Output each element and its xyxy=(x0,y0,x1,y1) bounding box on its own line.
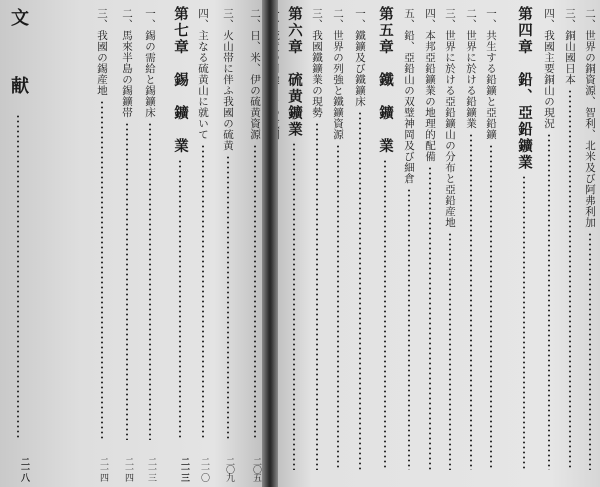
toc-entry-r8 xyxy=(422,0,438,487)
toc-entry-r9 xyxy=(401,0,417,487)
toc-entry-r3 xyxy=(541,0,557,487)
leader-dots xyxy=(408,188,410,470)
leader-dots xyxy=(101,100,103,440)
toc-bunken-l8 xyxy=(5,0,31,487)
leader-dots xyxy=(589,232,591,470)
page-number: 二一八 xyxy=(19,457,29,481)
page-number: 二一三 xyxy=(179,457,189,481)
page-number: 二一〇 xyxy=(199,457,209,481)
page-number: 二一四 xyxy=(123,457,133,481)
toc-text: 一、共生する鉛鑛と亞鉛鑛 xyxy=(485,8,497,140)
leader-dots xyxy=(548,133,550,470)
toc-entry-l5 xyxy=(142,0,158,487)
toc-text: 第七章 錫 鑛 業 xyxy=(172,6,189,155)
leader-dots xyxy=(293,142,295,470)
toc-entry-l7 xyxy=(94,0,110,487)
toc-text: 第五章 鐵 鑛 業 xyxy=(377,6,394,155)
toc-entry-l3 xyxy=(195,0,211,487)
leader-dots xyxy=(523,175,525,470)
leader-dots xyxy=(227,155,229,440)
leader-dots xyxy=(179,159,181,440)
toc-entry-r5 xyxy=(483,0,499,487)
leader-dots xyxy=(429,166,431,470)
toc-text: 三、銅山國日本 xyxy=(564,8,576,85)
toc-chapter-r10 xyxy=(374,0,396,487)
toc-text: 三、火山帯に伴ふ我國の硫黄 xyxy=(222,8,234,151)
toc-text: 四、我國主要銅山の現況 xyxy=(543,8,555,129)
leader-dots xyxy=(202,144,204,440)
leader-dots xyxy=(359,111,361,470)
left-page xyxy=(0,0,268,487)
leader-dots xyxy=(449,232,451,470)
leader-dots xyxy=(17,114,19,440)
page-number: 二〇五 xyxy=(251,457,261,481)
toc-text: 二、世界の銅資源、智利、北米及び阿弗利加 xyxy=(584,8,596,228)
toc-chapter-r14 xyxy=(283,0,305,487)
page-number: 二〇九 xyxy=(224,457,234,481)
leader-dots xyxy=(337,144,339,470)
leader-dots xyxy=(254,144,256,440)
leader-dots xyxy=(490,144,492,470)
toc-entry-r11 xyxy=(352,0,368,487)
toc-text: 三、世界に於ける亞鉛鑛山の分布と亞鉛産地 xyxy=(444,8,456,228)
leader-dots xyxy=(470,133,472,470)
toc-entry-r13 xyxy=(309,0,325,487)
toc-chapter-r4 xyxy=(513,0,535,487)
toc-text: 二、日、米、伊の硫黄資源 xyxy=(249,8,261,140)
toc-entry-r2 xyxy=(562,0,578,487)
toc-text: 五、鉛、亞鉛山の双璧神岡及び細倉 xyxy=(403,8,415,184)
book-gutter xyxy=(262,0,278,487)
toc-text: 二、世界に於ける鉛鑛業 xyxy=(465,8,477,129)
page-number: 二一三 xyxy=(146,457,156,481)
toc-text: 二、世界の列強と鐵鑛資源 xyxy=(332,8,344,140)
toc-text: 二、馬來半島の錫鑛帯 xyxy=(121,8,133,118)
toc-text: 三、我國の錫産地 xyxy=(96,8,108,96)
toc-text: 四、主なる硫黄山に就いて xyxy=(197,8,209,140)
right-page xyxy=(272,0,600,487)
toc-entry-r7 xyxy=(442,0,458,487)
toc-chapter-l4 xyxy=(169,0,191,487)
toc-text: 一、錫の需給と錫鑛床 xyxy=(144,8,156,118)
leader-dots xyxy=(384,159,386,470)
toc-text: 四、本邦亞鉛鑛業の地理的配備 xyxy=(424,8,436,162)
page-number: 二一四 xyxy=(98,457,108,481)
leader-dots xyxy=(316,122,318,470)
leader-dots xyxy=(569,89,571,470)
toc-text: 第四章 鉛、亞鉛鑛業 xyxy=(516,6,533,171)
leader-dots xyxy=(126,122,128,440)
toc-text: 文 献 xyxy=(8,8,29,110)
toc-entry-r6 xyxy=(463,0,479,487)
toc-text: 一、鐵鑛及び鐵鑛床 xyxy=(354,8,366,107)
toc-entry-l6 xyxy=(119,0,135,487)
toc-entry-r1 xyxy=(582,0,598,487)
toc-entry-l2 xyxy=(220,0,236,487)
toc-text: 三、我國鐵鑛業の現勢 xyxy=(311,8,323,118)
toc-entry-l1 xyxy=(247,0,263,487)
leader-dots xyxy=(149,122,151,440)
toc-text: 第六章 硫黄鑛業 xyxy=(286,6,303,138)
toc-entry-r12 xyxy=(330,0,346,487)
